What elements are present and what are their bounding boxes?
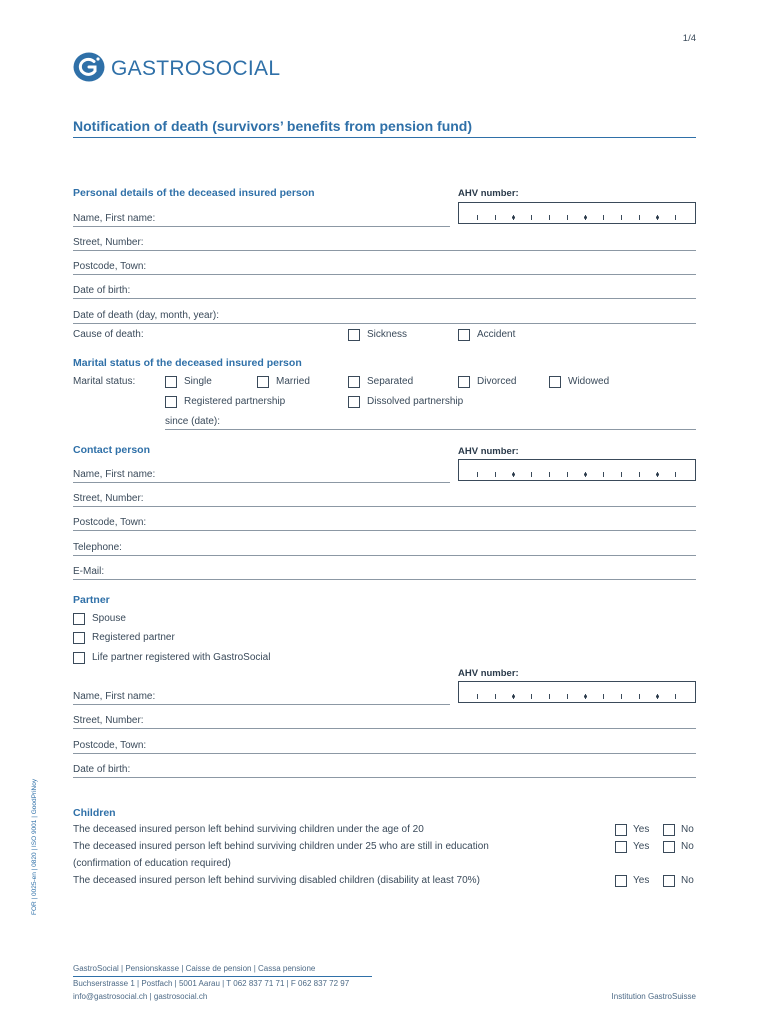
contact-street-field[interactable] — [73, 506, 696, 507]
spouse-checkbox[interactable] — [73, 613, 85, 625]
q2-yes-label: Yes — [633, 841, 650, 852]
ahv-label-partner: AHV number: — [458, 668, 519, 679]
ahv-digit-tick — [477, 215, 478, 220]
form-code: FOR | 0025-en | 0820 | ISO 9001 | GoodPriNoy — [31, 778, 38, 915]
footer-institution: Institution GastroSuisse — [611, 992, 696, 1001]
q3-yes-label: Yes — [633, 875, 650, 886]
deceased-dod-label: Date of death (day, month, year): — [73, 310, 220, 321]
deceased-street-field[interactable] — [73, 250, 696, 251]
deceased-street-label: Street, Number: — [73, 237, 144, 248]
partner-street-field[interactable] — [73, 728, 696, 729]
ahv-digit-tick — [639, 472, 640, 477]
ahv-digit-tick — [567, 694, 568, 699]
ahv-digit-tick — [621, 472, 622, 477]
contact-postcode-label: Postcode, Town: — [73, 517, 147, 528]
cause-label: Cause of death: — [73, 329, 144, 340]
registered-partner-checkbox[interactable] — [73, 632, 85, 644]
single-checkbox[interactable] — [165, 376, 177, 388]
divorced-label: Divorced — [477, 376, 517, 387]
q1-yes-checkbox[interactable] — [615, 824, 627, 836]
sickness-checkbox[interactable] — [348, 329, 360, 341]
ahv-digit-tick — [639, 694, 640, 699]
children-question-3: The deceased insured person left behind surviving disabled children (disability at least 70%) — [73, 875, 480, 886]
divorced-checkbox[interactable] — [458, 376, 470, 388]
ahv-digit-tick — [603, 215, 604, 220]
partner-dob-field[interactable] — [73, 777, 696, 778]
contact-name-field[interactable] — [73, 482, 450, 483]
page-title: Notification of death (survivors’ benefits from pension fund) — [73, 118, 473, 134]
dissolved-partnership-label: Dissolved partnership — [367, 396, 464, 407]
footer-rule — [73, 976, 372, 977]
registered-partner-label: Registered partner — [92, 632, 175, 643]
deceased-postcode-field[interactable] — [73, 274, 696, 275]
widowed-label: Widowed — [568, 376, 610, 387]
spouse-label: Spouse — [92, 613, 126, 624]
ahv-digit-tick — [495, 694, 496, 699]
since-date-label: since (date): — [165, 416, 221, 427]
q2-no-label: No — [681, 841, 694, 852]
contact-name-label: Name, First name: — [73, 469, 156, 480]
ahv-digit-tick — [675, 215, 676, 220]
married-checkbox[interactable] — [257, 376, 269, 388]
separated-label: Separated — [367, 376, 414, 387]
partner-dob-label: Date of birth: — [73, 764, 131, 775]
q1-no-checkbox[interactable] — [663, 824, 675, 836]
title-rule — [73, 137, 696, 138]
contact-heading: Contact person — [73, 444, 151, 456]
partner-name-field[interactable] — [73, 704, 450, 705]
ahv-separator-dot — [512, 216, 515, 219]
ahv-digit-tick — [675, 694, 676, 699]
ahv-digit-tick — [567, 215, 568, 220]
ahv-separator-dot — [656, 695, 659, 698]
page-number: 1/4 — [682, 33, 696, 44]
partner-postcode-field[interactable] — [73, 753, 696, 754]
ahv-digit-tick — [477, 694, 478, 699]
ahv-separator-dot — [584, 473, 587, 476]
ahv-digit-tick — [531, 215, 532, 220]
deceased-dob-field[interactable] — [73, 298, 696, 299]
q3-yes-checkbox[interactable] — [615, 875, 627, 887]
marital-status-label: Marital status: — [73, 376, 136, 387]
logo-text: GASTROSOCIAL — [111, 57, 281, 80]
ahv-label-contact: AHV number: — [458, 446, 519, 457]
deceased-postcode-label: Postcode, Town: — [73, 261, 147, 272]
contact-postcode-field[interactable] — [73, 530, 696, 531]
ahv-digit-tick — [549, 215, 550, 220]
contact-email-label: E-Mail: — [73, 566, 105, 577]
children-question-1: The deceased insured person left behind surviving children under the age of 20 — [73, 824, 424, 835]
q2-yes-checkbox[interactable] — [615, 841, 627, 853]
ahv-digit-tick — [603, 472, 604, 477]
life-partner-checkbox[interactable] — [73, 652, 85, 664]
contact-email-field[interactable] — [73, 579, 696, 580]
deceased-heading: Personal details of the deceased insured person — [73, 187, 315, 199]
q2-no-checkbox[interactable] — [663, 841, 675, 853]
ahv-field-deceased[interactable] — [458, 202, 696, 224]
ahv-field-contact[interactable] — [458, 459, 696, 481]
partner-postcode-label: Postcode, Town: — [73, 740, 147, 751]
footer-line-3: info@gastrosocial.ch | gastrosocial.ch — [73, 992, 208, 1001]
separated-checkbox[interactable] — [348, 376, 360, 388]
ahv-separator-dot — [512, 695, 515, 698]
deceased-name-label: Name, First name: — [73, 213, 156, 224]
since-date-field[interactable] — [165, 429, 696, 430]
q1-yes-label: Yes — [633, 824, 650, 835]
accident-checkbox[interactable] — [458, 329, 470, 341]
footer-line-1: GastroSocial | Pensionskasse | Caisse de pension | Cassa pensione — [73, 964, 316, 973]
ahv-digit-tick — [567, 472, 568, 477]
ahv-digit-tick — [495, 215, 496, 220]
ahv-digit-tick — [621, 694, 622, 699]
ahv-digit-tick — [531, 472, 532, 477]
widowed-checkbox[interactable] — [549, 376, 561, 388]
accident-label: Accident — [477, 329, 516, 340]
ahv-digit-tick — [549, 694, 550, 699]
life-partner-label: Life partner registered with GastroSocial — [92, 652, 271, 663]
dissolved-partnership-checkbox[interactable] — [348, 396, 360, 408]
footer-line-2: Buchserstrasse 1 | Postfach | 5001 Aarau | T 062 837 71 71 | F 062 837 72 97 — [73, 979, 350, 988]
ahv-digit-tick — [675, 472, 676, 477]
contact-street-label: Street, Number: — [73, 493, 144, 504]
single-label: Single — [184, 376, 212, 387]
children-heading: Children — [73, 807, 116, 819]
q1-no-label: No — [681, 824, 694, 835]
ahv-separator-dot — [656, 473, 659, 476]
ahv-digit-tick — [621, 215, 622, 220]
marital-heading: Marital status of the deceased insured person — [73, 357, 302, 369]
q3-no-checkbox[interactable] — [663, 875, 675, 887]
ahv-separator-dot — [584, 216, 587, 219]
deceased-name-field[interactable] — [73, 226, 450, 227]
married-label: Married — [276, 376, 310, 387]
ahv-separator-dot — [584, 695, 587, 698]
partner-name-label: Name, First name: — [73, 691, 156, 702]
deceased-dob-label: Date of birth: — [73, 285, 131, 296]
ahv-separator-dot — [512, 473, 515, 476]
ahv-digit-tick — [531, 694, 532, 699]
ahv-digit-tick — [495, 472, 496, 477]
ahv-digit-tick — [477, 472, 478, 477]
registered-partnership-label: Registered partnership — [184, 396, 286, 407]
partner-heading: Partner — [73, 594, 110, 606]
partner-street-label: Street, Number: — [73, 715, 144, 726]
ahv-digit-tick — [639, 215, 640, 220]
sickness-label: Sickness — [367, 329, 408, 340]
children-question-2-note: (confirmation of education required) — [73, 858, 231, 869]
contact-telephone-label: Telephone: — [73, 542, 122, 553]
ahv-label-deceased: AHV number: — [458, 188, 519, 199]
q3-no-label: No — [681, 875, 694, 886]
ahv-field-partner[interactable] — [458, 681, 696, 703]
children-question-2: The deceased insured person left behind surviving children under 25 who are still in education — [73, 841, 489, 852]
contact-telephone-field[interactable] — [73, 555, 696, 556]
gastrosocial-logo-icon — [73, 52, 105, 82]
deceased-dod-field[interactable] — [73, 323, 696, 324]
ahv-separator-dot — [656, 216, 659, 219]
ahv-digit-tick — [549, 472, 550, 477]
ahv-digit-tick — [603, 694, 604, 699]
registered-partnership-checkbox[interactable] — [165, 396, 177, 408]
